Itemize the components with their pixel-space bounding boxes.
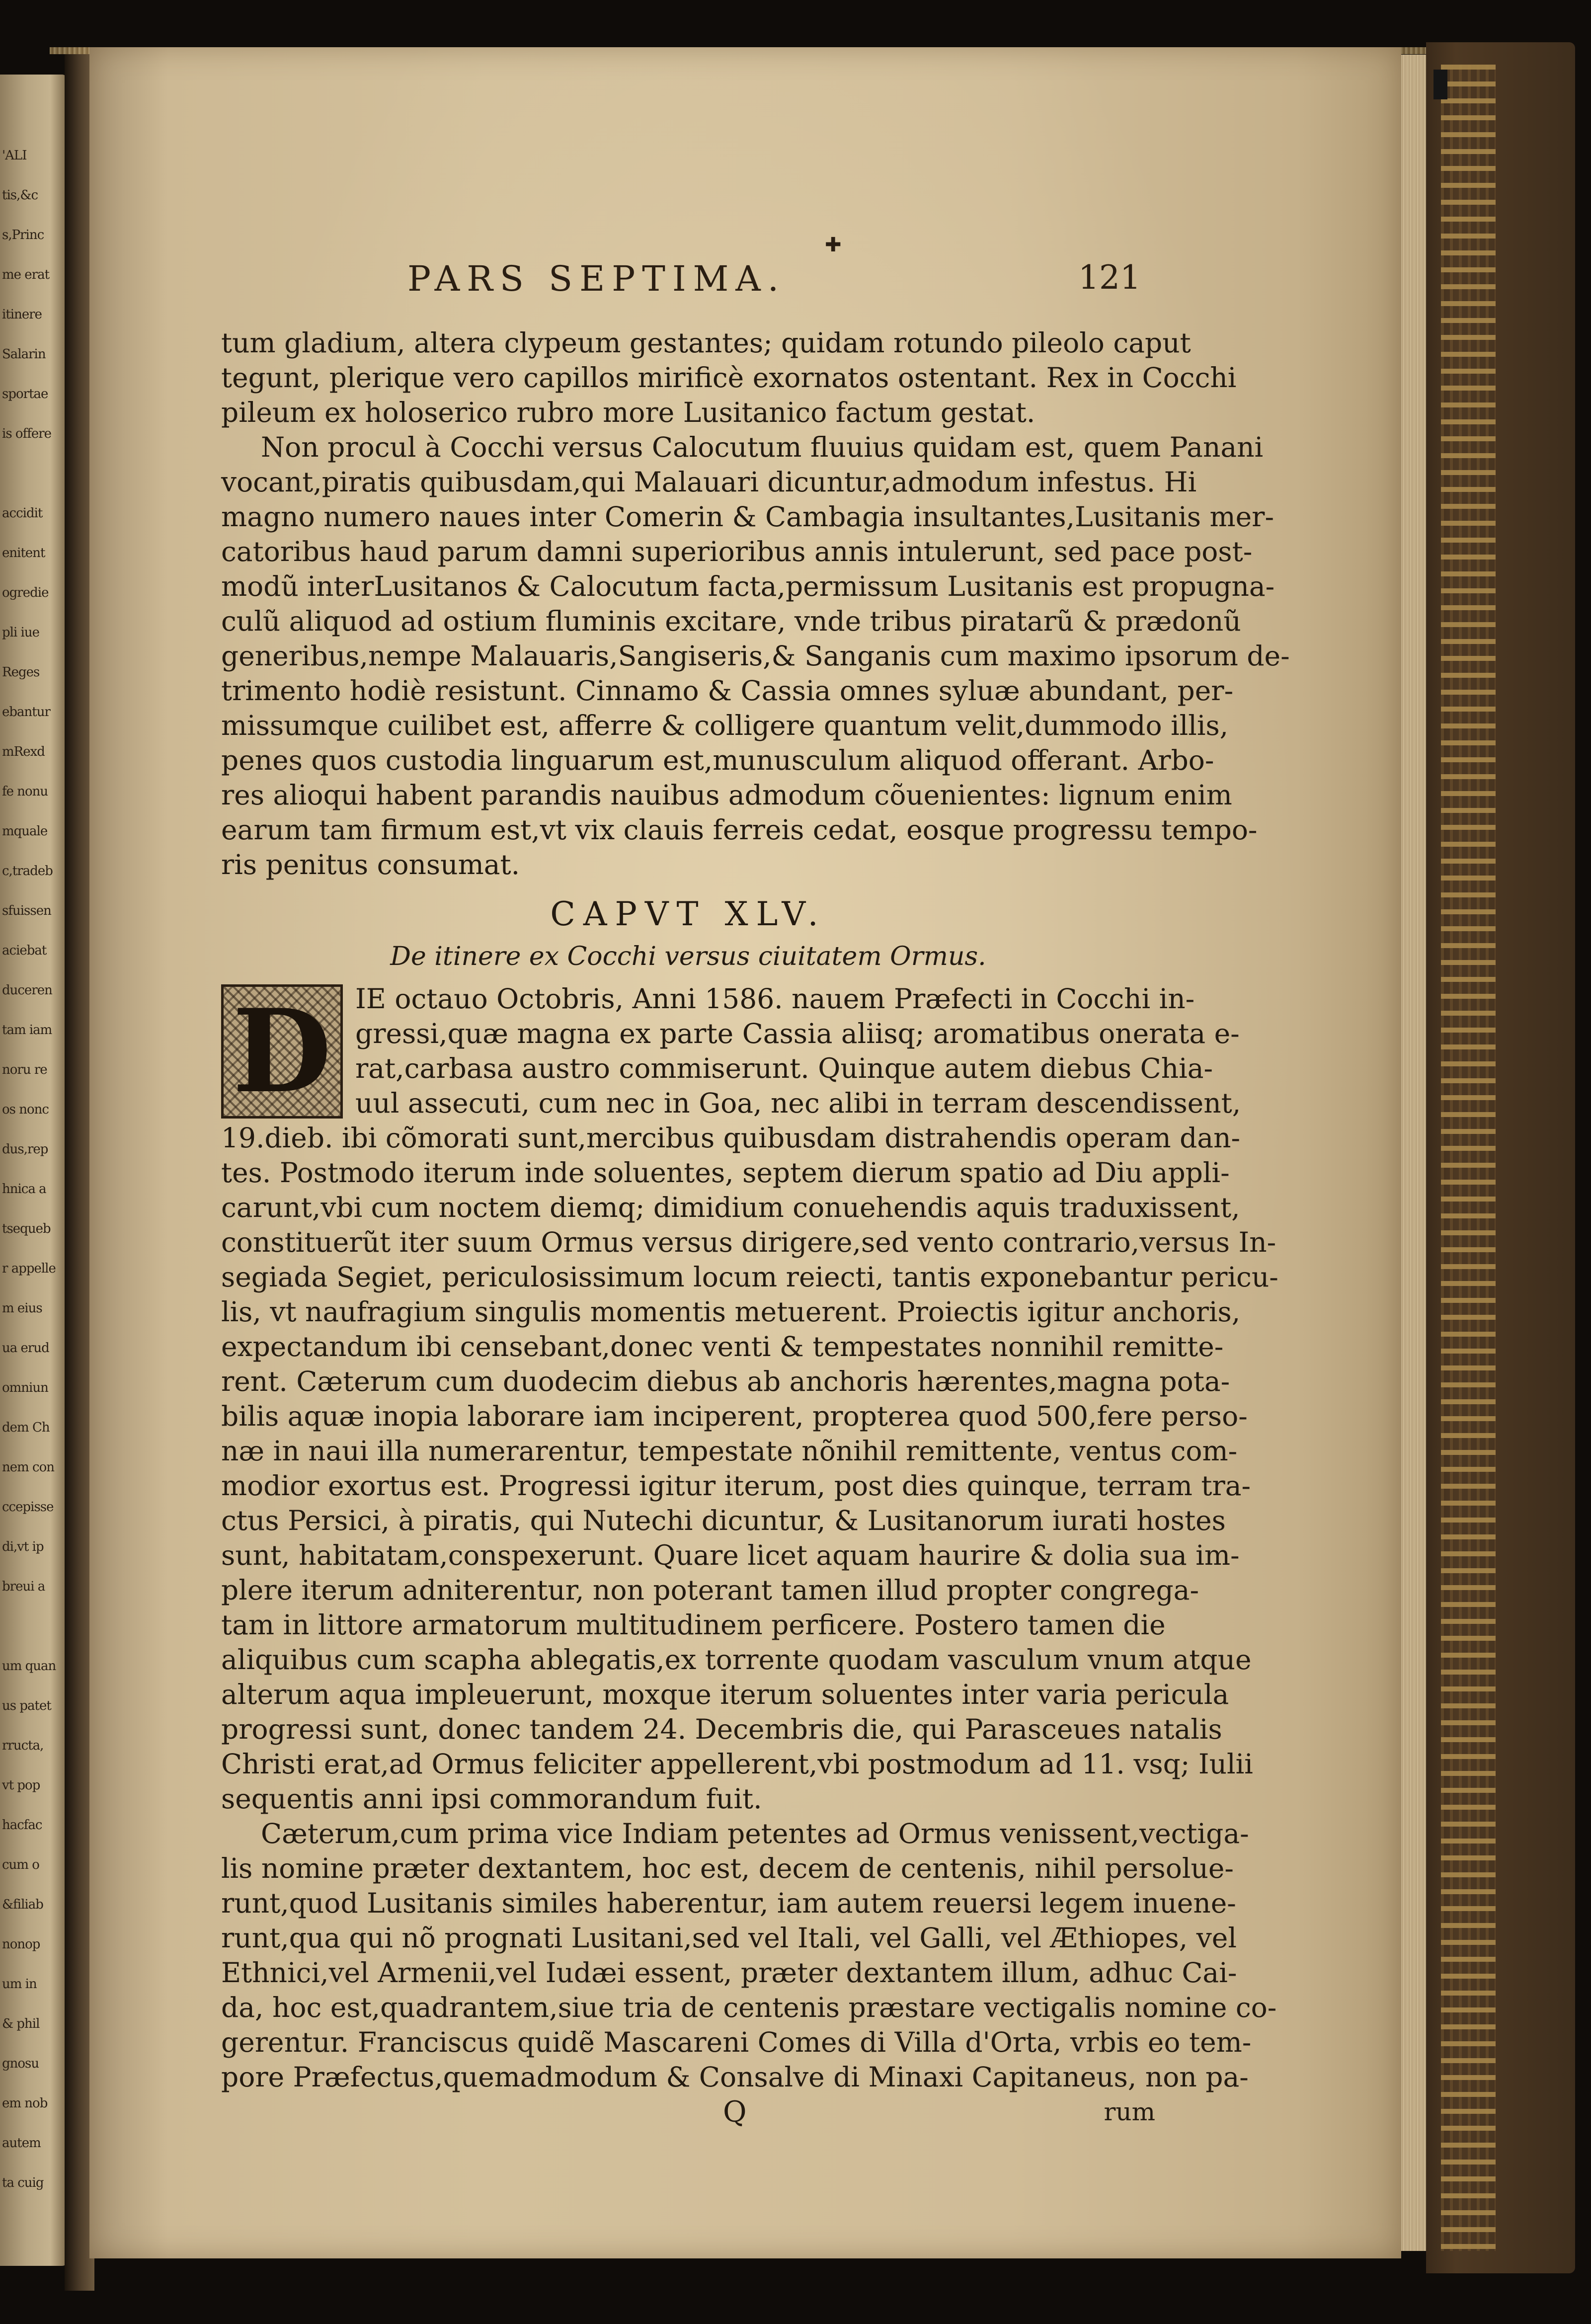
decorated-initial	[221, 984, 343, 1119]
left-page-fragment: noru re	[2, 1062, 47, 1077]
left-page-fragment: aciebat	[2, 943, 47, 958]
paragraph-3	[221, 981, 1278, 1816]
left-page-fragment: pli iue	[2, 625, 39, 640]
text-line: tam in littore armatorum multitudinem perficere. Postero tamen die	[221, 1609, 1166, 1641]
left-page-fragment: hnica a	[2, 1182, 46, 1197]
text-line: progressi sunt, donec tandem 24. Decembris die, qui Parasceues natalis	[221, 1713, 1222, 1745]
page-number: 121	[1078, 258, 1141, 297]
left-page-fragment: hacfac	[2, 1818, 42, 1833]
fore-edge	[1401, 55, 1426, 2251]
left-page-fragment: m eius	[2, 1301, 42, 1316]
text-line: da, hoc est,quadrantem,siue tria de centenis præstare vectigalis nomine co-	[221, 1992, 1277, 2023]
text-line: res alioqui habent parandis nauibus admodum cõuenientes: lignum enim	[221, 779, 1232, 811]
text-line: ctus Persici, à piratis, qui Nutechi dicuntur, & Lusitanorum iurati hostes	[221, 1505, 1226, 1536]
left-page-fragment: dus,rep	[2, 1142, 48, 1157]
left-page-fragment: um in	[2, 1977, 37, 1992]
left-page-fragment: duceren	[2, 983, 52, 998]
left-page-fragment: enitent	[2, 546, 45, 561]
running-head	[89, 234, 1401, 299]
text-line: lis nomine præter dextantem, hoc est, decem de centenis, nihil persolue-	[221, 1852, 1234, 1884]
text-line: næ in naui illa numerarentur, tempestate nõnihil remittente, ventus com-	[221, 1435, 1238, 1467]
text-line: culũ aliquod ad ostium fluminis excitare, vnde tribus piratarũ & prædonũ	[221, 605, 1241, 637]
left-page-fragment: mquale	[2, 824, 48, 839]
left-page-fragment: & phil	[2, 2016, 40, 2031]
left-page-fragment: s,Princ	[2, 228, 44, 242]
ribbon-marker	[1433, 70, 1447, 99]
left-page-fragment: me erat	[2, 267, 50, 282]
press-mark: ✚	[825, 234, 842, 256]
chapter-subtitle: De itinere ex Cocchi versus ciuitatem Ormus.	[390, 942, 986, 971]
text-line: runt,quod Lusitanis similes haberentur, iam autem reuersi legem inuene-	[221, 1887, 1236, 1919]
text-line: ris penitus consumat.	[221, 849, 520, 881]
text-line: plere iterum adniterentur, non poterant tamen illud propter congrega-	[221, 1574, 1199, 1606]
left-page-fragment: vt pop	[2, 1778, 40, 1793]
text-line: trimento hodiè resistunt. Cinnamo & Cassia omnes syluæ abundant, per-	[221, 675, 1234, 707]
left-page-fragment: tam iam	[2, 1023, 52, 1038]
text-line: 19.dieb. ibi cõmorati sunt,mercibus quibusdam distrahendis operam dan-	[221, 1122, 1241, 1154]
text-line: gerentur. Franciscus quidẽ Mascareni Comes di Villa d'Orta, vrbis eo tem-	[221, 2026, 1252, 2058]
text-line: runt,qua qui nõ prognati Lusitani,sed vel Itali, vel Galli, vel Æthiopes, vel	[221, 1922, 1237, 1954]
text-line: sequentis anni ipsi commorandum fuit.	[221, 1783, 762, 1815]
left-page-fragment: di,vt ip	[2, 1539, 44, 1554]
left-page-fragment: dem Ch	[2, 1420, 50, 1435]
text-line: aliquibus cum scapha ablegatis,ex torrente quodam vasculum vnum atque	[221, 1644, 1252, 1676]
text-line: uul assecuti, cum nec in Goa, nec alibi in terram descendissent,	[355, 1087, 1241, 1119]
left-page-fragment: omniun	[2, 1380, 48, 1395]
left-page-fragment: gnosu	[2, 2056, 39, 2071]
text-line: tum gladium, altera clypeum gestantes; quidam rotundo pileolo caput	[221, 327, 1191, 359]
catchword: rum	[1104, 2097, 1155, 2126]
left-page-fragment: nonop	[2, 1937, 40, 1952]
text-line: tes. Postmodo iterum inde soluentes, septem dierum spatio ad Diu appli-	[221, 1157, 1230, 1189]
left-page-fragment: ta cuig	[2, 2175, 44, 2190]
text-line: earum tam firmum est,vt vix clauis ferreis cedat, eosque progressu tempo-	[221, 814, 1258, 846]
text-line: pore Præfectus,quemadmodum & Consalve di Minaxi Capitaneus, non pa-	[221, 2061, 1249, 2093]
left-page-fragment: c,tradeb	[2, 864, 53, 879]
left-page-fragment: sfuissen	[2, 903, 51, 918]
text-line: alterum aqua impleuerunt, moxque iterum soluentes inter varia pericula	[221, 1679, 1229, 1710]
left-page-fragment: itinere	[2, 307, 42, 322]
text-line: constituerũt iter suum Ormus versus dirigere,sed vento contrario,versus In-	[221, 1226, 1276, 1258]
left-page-fragment: ebantur	[2, 705, 50, 720]
left-page-fragment: sportae	[2, 387, 48, 401]
text-line: Christi erat,ad Ormus feliciter appellerent,vbi postmodum ad 11. vsq; Iulii	[221, 1748, 1253, 1780]
left-page-strip	[0, 75, 67, 2266]
left-page-fragment	[2, 1620, 66, 1633]
text-line: catoribus haud parum damni superioribus annis intulerunt, sed pace post-	[221, 536, 1253, 567]
left-page-fragment: &filiab	[2, 1897, 43, 1912]
paragraph-2	[221, 430, 1290, 882]
text-line: pileum ex holoserico rubro more Lusitanico factum gestat.	[221, 397, 1035, 428]
text-line: rent. Cæterum cum duodecim diebus ab anchoris hærentes,magna pota-	[221, 1365, 1230, 1397]
text-line: tegunt, plerique vero capillos mirificè exornatos ostentant. Rex in Cocchi	[221, 362, 1237, 394]
page-footer	[221, 2094, 1155, 2129]
left-page-fragment: ogredie	[2, 585, 49, 600]
text-line: modũ interLusitanos & Calocutum facta,permissum Lusitanis est propugna-	[221, 570, 1275, 602]
left-page-fragment: Reges	[2, 665, 40, 680]
text-line: generibus,nempe Malauaris,Sangiseris,& Sanganis cum maximo ipsorum de-	[221, 640, 1290, 672]
left-page-fragment: nem con	[2, 1460, 55, 1475]
text-line: segiada Segiet, periculosissimum locum reiecti, tantis exponebantur pericu-	[221, 1261, 1278, 1293]
text-block	[221, 325, 1290, 2129]
text-line: vocant,piratis quibusdam,qui Malauari dicuntur,admodum infestus. Hi	[221, 466, 1197, 498]
left-page-fragment: em nob	[2, 2096, 48, 2111]
text-line: penes quos custodia linguarum est,munusculum aliquod offerant. Arbo-	[221, 744, 1214, 776]
left-page-fragment: is offere	[2, 426, 52, 441]
left-page-fragment: os nonc	[2, 1102, 49, 1117]
left-page-fragment: autem	[2, 2136, 41, 2151]
left-page-fragment: us patet	[2, 1698, 51, 1713]
paragraph-4	[221, 1816, 1277, 2094]
text-line: Non procul à Cocchi versus Calocutum fluuius quidam est, quem Panani	[261, 431, 1264, 463]
text-line: modior exortus est. Progressi igitur iterum, post dies quinque, terram tra-	[221, 1470, 1251, 1502]
text-line: missumque cuilibet est, afferre & colligere quantum velit,dummodo illis,	[221, 710, 1229, 741]
left-page-fragment: r appelle	[2, 1261, 56, 1276]
text-line: Ethnici,vel Armenii,vel Iudæi essent, præter dextantem illum, adhuc Cai-	[221, 1957, 1237, 1989]
left-page-fragment: ua erud	[2, 1341, 49, 1356]
left-page-fragment: rructa,	[2, 1738, 44, 1753]
book-page	[89, 47, 1401, 2258]
left-page-fragment: ccepisse	[2, 1500, 54, 1515]
left-page-fragment	[2, 467, 66, 480]
chapter-heading: CAPVT XLV.	[550, 895, 826, 933]
page-title: PARS SEPTIMA.	[407, 258, 786, 299]
text-line: carunt,vbi cum noctem diemq; dimidium conuehendis aquis traduxissent,	[221, 1192, 1240, 1223]
initial-letter: D	[232, 984, 332, 1119]
text-line: magno numero naues inter Comerin & Cambagia insultantes,Lusitanis mer-	[221, 501, 1274, 533]
left-page-fragment: 'ALI	[2, 148, 27, 163]
paragraph-1	[221, 325, 1237, 430]
text-line: rat,carbasa austro commiserunt. Quinque autem diebus Chia-	[355, 1052, 1213, 1084]
left-page-fragment: cum o	[2, 1857, 39, 1872]
left-page-fragment: tis,&c	[2, 188, 38, 203]
left-page-fragment: Salarin	[2, 347, 46, 362]
text-line: Cæterum,cum prima vice Indiam petentes ad Ormus venissent,vectiga-	[261, 1818, 1249, 1849]
text-line: IE octauo Octobris, Anni 1586. nauem Præfecti in Cocchi in-	[355, 983, 1195, 1015]
left-page-fragment: accidit	[2, 506, 43, 521]
text-line: lis, vt naufragium singulis momentis metuerent. Proiectis igitur anchoris,	[221, 1296, 1241, 1328]
left-page-fragment: mRexd	[2, 744, 45, 759]
text-line: gressi,quæ magna ex parte Cassia aliisq; aromatibus onerata e-	[355, 1018, 1240, 1049]
text-line: sunt, habitatam,conspexerunt. Quare licet aquam haurire & dolia sua im-	[221, 1539, 1240, 1571]
left-page-fragment: tsequeb	[2, 1221, 51, 1236]
signature-mark: Q	[723, 2095, 747, 2129]
left-page-fragment: fe nonu	[2, 784, 48, 799]
left-page-fragment: breui a	[2, 1579, 45, 1594]
gilt-cover-ornament	[1441, 65, 1496, 2251]
text-line: expectandum ibi censebant,donec venti & tempestates nonnihil remitte-	[221, 1331, 1224, 1362]
left-page-fragment: um quan	[2, 1659, 56, 1674]
text-line: bilis aquæ inopia laborare iam inciperent, propterea quod 500,fere perso-	[221, 1400, 1248, 1432]
